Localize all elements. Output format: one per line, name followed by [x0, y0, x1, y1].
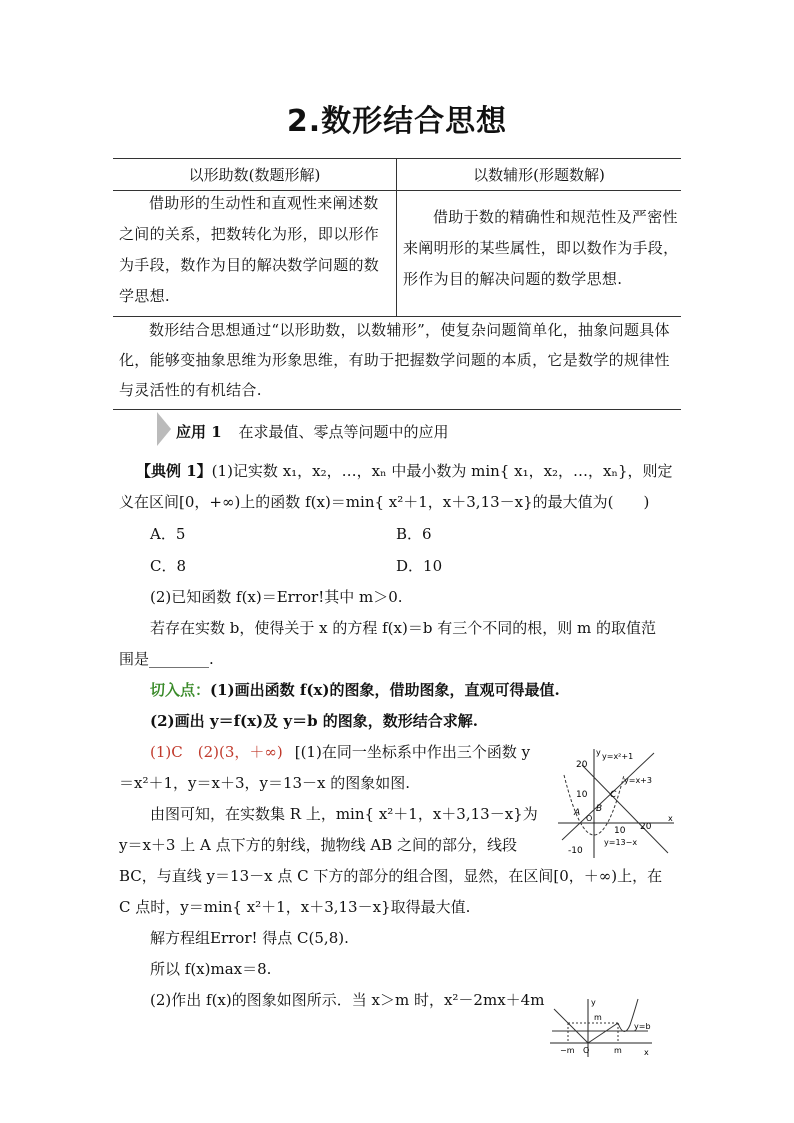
example-q2-line1: (2)已知函数 f(x)＝Error!其中 m＞0. — [150, 588, 403, 606]
graph2-m-top: m — [594, 1013, 602, 1022]
application-heading — [176, 421, 448, 442]
option-a: A．5 — [150, 525, 186, 543]
graph1-tick-x10: 10 — [614, 826, 626, 836]
solution-line4: y＝x＋3 上 A 点下方的射线，抛物线 AB 之间的部分，线段 — [119, 836, 518, 854]
graph2-abs-branch — [554, 1009, 618, 1043]
option-c: C．8 — [150, 557, 187, 575]
graph-min-functions — [556, 745, 678, 860]
page-title: 2.数形结合思想 — [286, 104, 508, 139]
graph1-origin: O — [586, 814, 593, 823]
graph1-point-c: C — [610, 790, 617, 800]
solution-line5: BC，与直线 y＝13－x 点 C 下方的部分的组合图，显然，在区间[0，＋∞)上，在 — [119, 867, 663, 885]
graph2-x-label: x — [644, 1048, 649, 1057]
table-col1-body: 借助形的生动性和直观性来阐述数之间的关系，把数转化为形，即以形作为手段，数作为目的解决数学问题的数学思想. — [119, 194, 380, 305]
solution-line9: (2)作出 f(x)的图象如图所示．当 x＞m 时，x²－2mx＋4m — [150, 991, 545, 1009]
table-top-rule — [113, 158, 681, 159]
example-q2-line3: 围是________. — [119, 650, 214, 668]
application-label: 应用 1 — [176, 423, 222, 441]
graph1-label-parabola: y=x²+1 — [602, 752, 634, 761]
graph1-tick-x20: 20 — [640, 822, 652, 832]
application-marker-icon — [157, 412, 171, 446]
table-bottom-rule — [113, 409, 681, 410]
solution-line1: (1)C (2)(3，＋∞) [(1)在同一坐标系中作出三个函数 y — [150, 743, 531, 761]
graph1-tick-10: 10 — [576, 790, 588, 800]
solution-line7: 解方程组Error! 得点 C(5,8). — [150, 929, 349, 947]
option-b: B．6 — [396, 525, 432, 543]
example-q1-line1: 【典例 1】(1)记实数 x₁，x₂，…，xₙ 中最小数为 min{ x₁，x₂，…，xₙ}，则定 — [136, 462, 673, 480]
graph-piecewise — [546, 995, 658, 1060]
solution-line2: ＝x²＋1，y＝x＋3，y＝13－x 的图象如图. — [119, 774, 411, 792]
solution-line8: 所以 f(x)max＝8. — [150, 960, 272, 978]
example-q1-line2: 义在区间[0，+∞)上的函数 f(x)＝min{ x²＋1，x＋3,13－x}的最大值为( ) — [119, 493, 650, 511]
example-q2-line2: 若存在实数 b，使得关于 x 的方程 f(x)＝b 有三个不同的根，则 m 的取值范 — [150, 619, 656, 637]
hint-line1: 切入点：(1)画出函数 f(x)的图象，借助图象，直观可得最值. — [150, 681, 560, 699]
solution-line6: C 点时，y＝min{ x²＋1，x＋3,13－x}取得最大值. — [119, 898, 471, 916]
graph2-y-label: y — [591, 998, 596, 1007]
graph1-tick-neg10: -10 — [568, 846, 583, 856]
graph1-point-a: A — [574, 808, 581, 818]
hint-line2: (2)画出 y＝f(x)及 y＝b 的图象，数形结合求解. — [150, 712, 479, 730]
table-header-col1: 以形助数(数题形解) — [188, 166, 321, 184]
graph2-label-b: y=b — [634, 1022, 651, 1031]
graph1-label-line2: y=13−x — [604, 838, 638, 847]
graph1-y-label: y — [596, 748, 601, 757]
table-header-col2: 以数辅形(形题数解) — [473, 166, 605, 184]
option-d: D．10 — [396, 557, 443, 575]
solution-line3: 由图可知，在实数集 R 上，min{ x²＋1，x＋3,13－x}为 — [150, 805, 538, 823]
graph1-point-b: B — [596, 804, 603, 814]
graph1-x-label: x — [668, 814, 673, 823]
graph2-m-x: m — [614, 1046, 622, 1055]
table-col2-body: 借助于数的精确性和规范性及严密性来阐明形的某些属性，即以数作为手段，形作为目的解决问题的数学思想. — [403, 208, 679, 288]
hint-label: 切入点： — [150, 681, 211, 699]
table-summary: 数形结合思想通过“以形助数，以数辅形”，使复杂问题简单化，抽象问题具体化，能够变抽象思维为形象思维，有助于把握数学问题的本质，它是数学的规律性与灵活性的有机结合. — [119, 321, 670, 399]
application-title: 在求最值、零点等问题中的应用 — [238, 423, 449, 441]
example-tag: 【典例 1】 — [136, 462, 212, 480]
graph2-origin: O — [583, 1046, 590, 1055]
graph2-neg-m: −m — [560, 1046, 575, 1055]
solution-answer: (1)C (2)(3，＋∞) — [150, 743, 283, 761]
graph1-label-line1: y=x+3 — [624, 776, 652, 785]
graph1-tick-20: 20 — [576, 760, 588, 770]
